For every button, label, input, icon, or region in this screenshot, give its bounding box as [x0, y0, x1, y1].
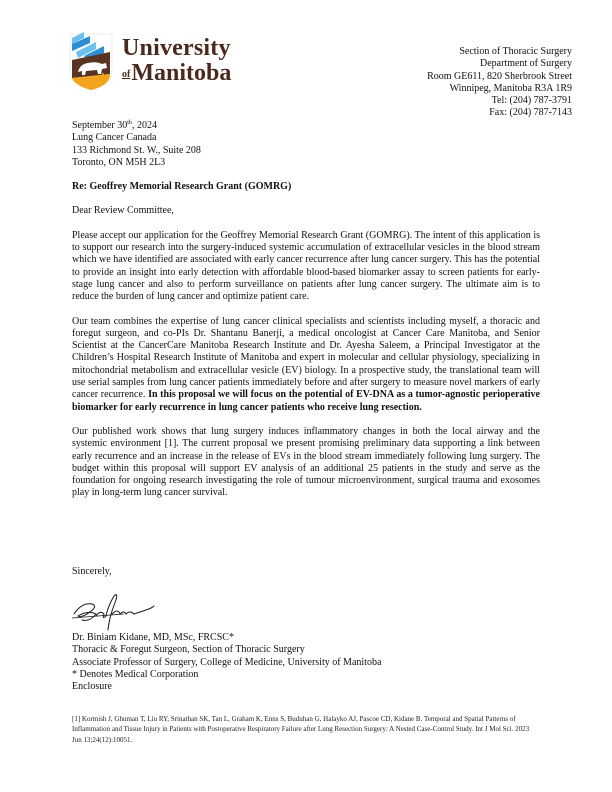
paragraph-intent: Please accept our application for the Geoffrey Memorial Research Grant (GOMRG). The intent of this application is to support our research into the surgery-induced systemic accumulation of extracellular vesicles in the blood stream which we have identified are associated with early cancer recurrence after lung cancer surgery. This has the potential to provide an insight into early detection with affordable blood-based biomarker assay to screen patients for early-stage lung cancer and also to perform surveillance on patients after lung cancer surgery. The ultimate aim is to reduce the burden of lung cancer and optimize patient care. [72, 229, 540, 303]
fax-number: Fax: (204) 787-7143 [489, 107, 572, 119]
letter-date [72, 120, 540, 132]
phone-number: Tel: (204) 787-3791 [491, 95, 572, 107]
medical-corporation-note: * Denotes Medical Corporation [72, 668, 199, 680]
signer-name: Dr. Biniam Kidane, MD, MSc, FRCSC* [72, 632, 234, 643]
address-line: Section of Thoracic Surgery [459, 46, 572, 57]
date-suffix: th [127, 120, 132, 126]
logo-of-text: of [122, 69, 131, 80]
address-line: Room GE611, 820 Sherbrook Street [427, 70, 572, 82]
signer-title: Thoracic & Foregut Surgeon, Section of Thoracic Surgery [72, 644, 305, 656]
recipient-block [72, 120, 540, 169]
subject-line: Re: Geoffrey Memorial Research Grant (GOMRG) [72, 181, 292, 193]
address-line: Winnipeg, Manitoba R3A 1R9 [449, 82, 572, 94]
signature-icon [68, 588, 158, 632]
letter-body [72, 120, 540, 500]
university-shield-icon [66, 30, 116, 92]
logo-manitoba-text [122, 61, 231, 85]
logo-manitoba-word: Manitoba [131, 60, 232, 86]
address-line: Department of Surgery [479, 58, 572, 70]
recipient-line: 133 Richmond St. W., Suite 208 [72, 144, 201, 156]
sender-address [427, 46, 572, 120]
logo-university-text: University [122, 35, 231, 61]
reference-footnote: [1] Kormish J, Ghuman T, Liu RY, Srinathan SK, Tan L, Graham K, Enns S, Buduhan G, Halayko AJ, Pascoe CD, Kidane B. Temporal and Spatial Patterns of Inflammation and Tissue Injury in Patients with Postoperative Respiratory Failure after Lung Resection Surgery: A Nested Case-Control Study. Int J Mol Sci. 2023 Jun 13;24(12):10051. [72, 715, 530, 744]
date-text: September 30 [72, 120, 128, 131]
date-year: , 2024 [131, 120, 157, 131]
closing: Sincerely, [72, 566, 112, 577]
paragraph-team-text: Our team combines the expertise of lung cancer clinical specialists and scientists including myself, a thoracic and foregut surgeon, and co-PIs Dr. Shantanu Banerji, a medical oncologist at Cancer Care Manitoba, and Senior Scientist at the CancerCare Manitoba Research Institute and Dr. Ayesha Saleem, a Principal Investigator at the Children’s Hospital Research Institute of Manitoba and expert in molecular and cellular physiology, specializing in mitochondrial metabolism and extracellular vesicle (EV) biology. In a prospective study, the translational team will use serial samples from lung cancer patients immediately before and after surgery to measure novel markers of early cancer recurrence. [72, 315, 540, 401]
recipient-line: Lung Cancer Canada [72, 132, 157, 144]
signature-block [72, 632, 381, 693]
paragraph-team [72, 316, 540, 414]
paragraph-team-emphasis: In this proposal we will focus on the potential of EV-DNA as a tumor-agnostic perioperative biomarker for early recurrence in lung cancer patients who receive lung resection. [72, 389, 540, 413]
signer-appointment: Associate Professor of Surgery, College of Medicine, University of Manitoba [72, 656, 382, 668]
salutation: Dear Review Committee, [72, 205, 174, 217]
recipient-line: Toronto, ON M5H 2L3 [72, 156, 166, 168]
paragraph-published-work: Our published work shows that lung surgery induces inflammatory changes in both the local airway and the systemic environment [1]. The current proposal we present promising preliminary data supporting a link between early recurrence and an increase in the release of EVs in the blood stream immediately following lung surgery. The budget within this proposal will support EV analysis of an additional 25 patients in the study and serve as the foundation for ongoing research investigating the role of tumour microenvironment, surgical trauma and exosomes play in long-term lung cancer survival. [72, 425, 540, 499]
handwritten-signature [68, 588, 158, 632]
enclosure-note: Enclosure [72, 681, 112, 693]
university-logo [66, 30, 256, 92]
